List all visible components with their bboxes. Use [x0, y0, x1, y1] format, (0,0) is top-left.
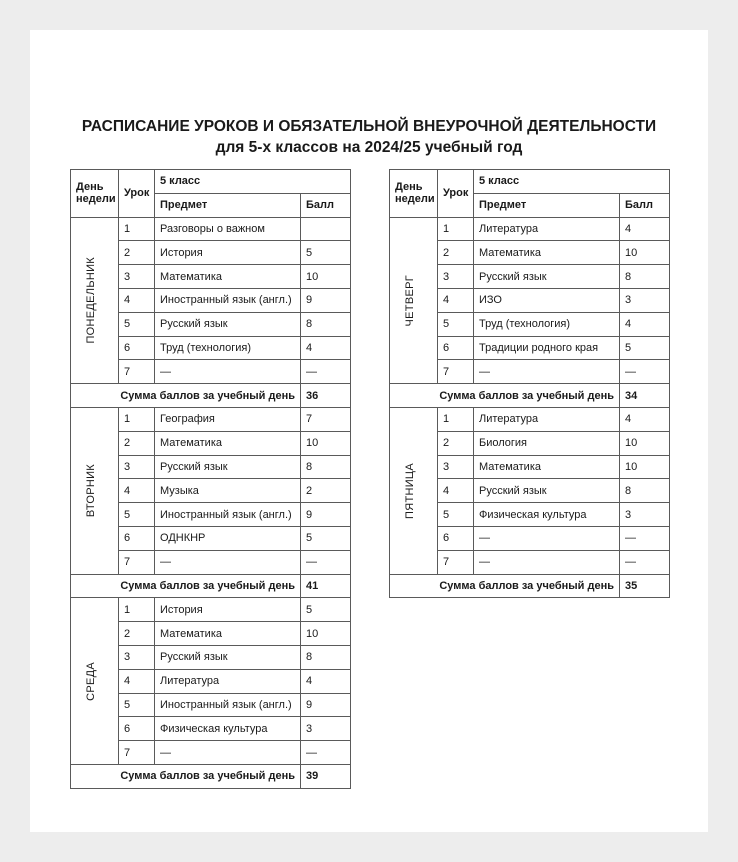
- subject-cell: Русский язык: [155, 645, 301, 669]
- score-cell: [301, 217, 351, 241]
- subject-cell: История: [155, 598, 301, 622]
- header-lesson: Урок: [438, 170, 474, 218]
- day-cell: [390, 217, 438, 384]
- score-cell: 5: [620, 336, 670, 360]
- schedule-table-right: [389, 169, 670, 598]
- schedule-table-left: [70, 169, 351, 789]
- lesson-number: 7: [119, 741, 155, 765]
- score-cell: 8: [301, 645, 351, 669]
- subject-cell: Русский язык: [155, 312, 301, 336]
- lesson-number: 5: [438, 312, 474, 336]
- score-cell: —: [620, 360, 670, 384]
- subject-cell: Математика: [474, 241, 620, 265]
- lesson-number: 7: [438, 550, 474, 574]
- subject-cell: Труд (технология): [474, 312, 620, 336]
- subject-cell: Литература: [474, 407, 620, 431]
- lesson-number: 1: [119, 598, 155, 622]
- header-subject: Предмет: [155, 193, 301, 217]
- header-day: День недели: [71, 170, 119, 218]
- lesson-number: 3: [119, 455, 155, 479]
- subject-cell: Русский язык: [474, 479, 620, 503]
- sum-value: 39: [301, 764, 351, 788]
- sum-row: [390, 574, 670, 598]
- subject-cell: Музыка: [155, 479, 301, 503]
- score-cell: 10: [620, 241, 670, 265]
- subject-cell: —: [155, 550, 301, 574]
- sum-row: [71, 764, 351, 788]
- lesson-number: 6: [119, 717, 155, 741]
- score-cell: 5: [301, 241, 351, 265]
- header-class: 5 класс: [155, 170, 351, 194]
- sum-value: 35: [620, 574, 670, 598]
- lesson-number: 2: [119, 241, 155, 265]
- day-name: ПОНЕДЕЛЬНИК: [84, 257, 97, 344]
- lesson-number: 6: [438, 336, 474, 360]
- subject-cell: Биология: [474, 431, 620, 455]
- subject-cell: Физическая культура: [155, 717, 301, 741]
- table-row: [71, 407, 351, 431]
- score-cell: —: [620, 526, 670, 550]
- subject-cell: Иностранный язык (англ.): [155, 693, 301, 717]
- lesson-number: 3: [438, 455, 474, 479]
- subject-cell: Иностранный язык (англ.): [155, 288, 301, 312]
- day-cell: [390, 407, 438, 574]
- lesson-number: 4: [119, 669, 155, 693]
- score-cell: 9: [301, 503, 351, 527]
- score-cell: 8: [620, 479, 670, 503]
- schedule-body-left: [71, 170, 351, 789]
- table-row: [71, 217, 351, 241]
- subject-cell: Русский язык: [155, 455, 301, 479]
- lesson-number: 6: [119, 336, 155, 360]
- lesson-number: 3: [119, 265, 155, 289]
- sum-label: Сумма баллов за учебный день: [390, 384, 620, 408]
- subject-cell: Математика: [155, 265, 301, 289]
- lesson-number: 7: [119, 360, 155, 384]
- lesson-number: 7: [438, 360, 474, 384]
- header-row: [71, 170, 351, 194]
- score-cell: 3: [620, 288, 670, 312]
- day-name: ПЯТНИЦА: [403, 462, 416, 519]
- lesson-number: 3: [438, 265, 474, 289]
- header-row: [390, 170, 670, 194]
- subject-cell: Литература: [155, 669, 301, 693]
- lesson-number: 2: [119, 431, 155, 455]
- score-cell: 3: [301, 717, 351, 741]
- score-cell: 4: [620, 312, 670, 336]
- score-cell: 10: [301, 265, 351, 289]
- subject-cell: Математика: [474, 455, 620, 479]
- subject-cell: Математика: [155, 622, 301, 646]
- day-name: СРЕДА: [84, 661, 97, 701]
- lesson-number: 6: [438, 526, 474, 550]
- header-day: День недели: [390, 170, 438, 218]
- subject-cell: Труд (технология): [155, 336, 301, 360]
- score-cell: 10: [301, 622, 351, 646]
- subject-cell: Иностранный язык (англ.): [155, 503, 301, 527]
- lesson-number: 5: [119, 312, 155, 336]
- lesson-number: 4: [119, 288, 155, 312]
- lesson-number: 1: [119, 217, 155, 241]
- score-cell: 8: [620, 265, 670, 289]
- score-cell: 10: [620, 431, 670, 455]
- subject-cell: —: [155, 741, 301, 765]
- header-class: 5 класс: [474, 170, 670, 194]
- subject-cell: Разговоры о важном: [155, 217, 301, 241]
- header-subject: Предмет: [474, 193, 620, 217]
- subject-cell: Литература: [474, 217, 620, 241]
- subject-cell: История: [155, 241, 301, 265]
- sum-value: 36: [301, 384, 351, 408]
- day-cell: [71, 407, 119, 574]
- lesson-number: 1: [438, 407, 474, 431]
- schedule-body-right: [390, 170, 670, 598]
- subject-cell: Математика: [155, 431, 301, 455]
- lesson-number: 5: [119, 503, 155, 527]
- score-cell: 9: [301, 288, 351, 312]
- score-cell: 7: [301, 407, 351, 431]
- lesson-number: 2: [438, 431, 474, 455]
- score-cell: —: [301, 550, 351, 574]
- document-page: [30, 30, 708, 832]
- lesson-number: 2: [438, 241, 474, 265]
- day-cell: [71, 217, 119, 384]
- sum-row: [71, 384, 351, 408]
- score-cell: 3: [620, 503, 670, 527]
- score-cell: 10: [620, 455, 670, 479]
- score-cell: —: [301, 741, 351, 765]
- lesson-number: 1: [438, 217, 474, 241]
- subject-cell: Физическая культура: [474, 503, 620, 527]
- header-lesson: Урок: [119, 170, 155, 218]
- header-score: Балл: [301, 193, 351, 217]
- header-score: Балл: [620, 193, 670, 217]
- sum-label: Сумма баллов за учебный день: [71, 384, 301, 408]
- score-cell: —: [301, 360, 351, 384]
- score-cell: 8: [301, 312, 351, 336]
- sum-label: Сумма баллов за учебный день: [390, 574, 620, 598]
- score-cell: 8: [301, 455, 351, 479]
- sum-label: Сумма баллов за учебный день: [71, 574, 301, 598]
- subject-cell: —: [474, 550, 620, 574]
- lesson-number: 1: [119, 407, 155, 431]
- lesson-number: 4: [119, 479, 155, 503]
- day-cell: [71, 598, 119, 765]
- title-line-2: для 5-х классов на 2024/25 учебный год: [215, 139, 523, 156]
- table-row: [71, 598, 351, 622]
- lesson-number: 7: [119, 550, 155, 574]
- subject-cell: —: [155, 360, 301, 384]
- table-row: [390, 407, 670, 431]
- lesson-number: 4: [438, 288, 474, 312]
- score-cell: 4: [301, 336, 351, 360]
- lesson-number: 2: [119, 622, 155, 646]
- subject-cell: ОДНКНР: [155, 526, 301, 550]
- subject-cell: ИЗО: [474, 288, 620, 312]
- subject-cell: —: [474, 526, 620, 550]
- lesson-number: 5: [119, 693, 155, 717]
- subject-cell: Русский язык: [474, 265, 620, 289]
- subject-cell: —: [474, 360, 620, 384]
- title-line-1: РАСПИСАНИЕ УРОКОВ И ОБЯЗАТЕЛЬНОЙ ВНЕУРОЧНОЙ ДЕЯТЕЛЬНОСТИ: [81, 118, 657, 135]
- score-cell: 5: [301, 598, 351, 622]
- score-cell: 4: [620, 217, 670, 241]
- sum-value: 41: [301, 574, 351, 598]
- sum-row: [390, 384, 670, 408]
- score-cell: —: [620, 550, 670, 574]
- score-cell: 2: [301, 479, 351, 503]
- lesson-number: 4: [438, 479, 474, 503]
- sum-value: 34: [620, 384, 670, 408]
- sum-row: [71, 574, 351, 598]
- lesson-number: 6: [119, 526, 155, 550]
- day-name: ЧЕТВЕРГ: [403, 274, 416, 327]
- score-cell: 4: [301, 669, 351, 693]
- score-cell: 9: [301, 693, 351, 717]
- score-cell: 4: [620, 407, 670, 431]
- day-name: ВТОРНИК: [84, 464, 97, 518]
- document-title: [30, 116, 708, 158]
- table-row: [390, 217, 670, 241]
- score-cell: 5: [301, 526, 351, 550]
- score-cell: 10: [301, 431, 351, 455]
- lesson-number: 5: [438, 503, 474, 527]
- subject-cell: География: [155, 407, 301, 431]
- sum-label: Сумма баллов за учебный день: [71, 764, 301, 788]
- lesson-number: 3: [119, 645, 155, 669]
- subject-cell: Традиции родного края: [474, 336, 620, 360]
